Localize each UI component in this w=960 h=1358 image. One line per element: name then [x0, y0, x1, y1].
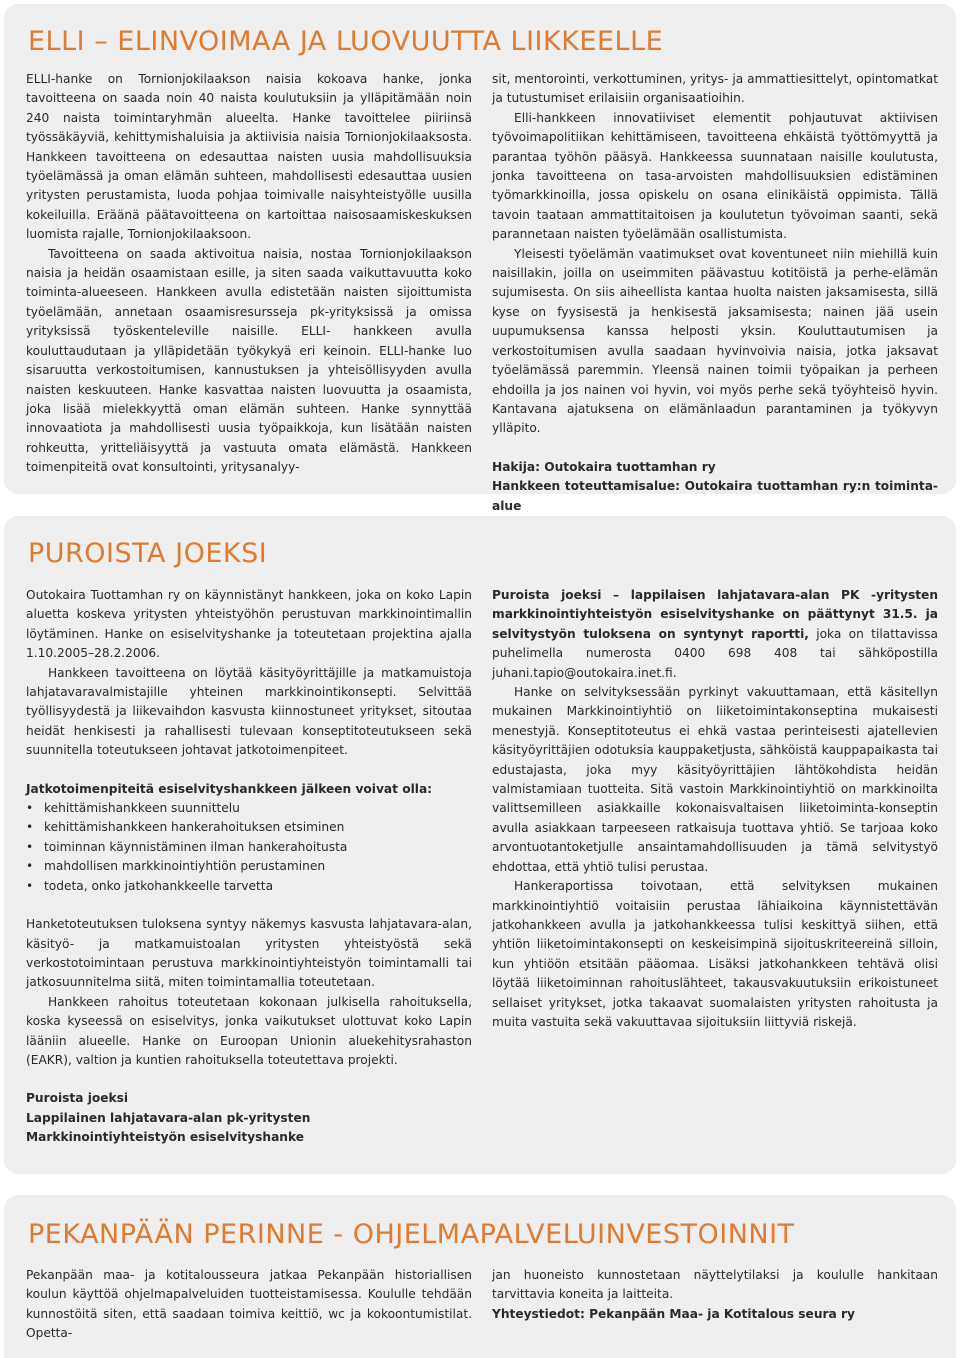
paragraph: Hankkeen tavoitteena on löytää käsityöyrittäjille ja matkamuistoja lahjatavaravalmistajille yhteinen markkinointikonsepti. Selvittää työllisyydestä ja liikevaihdon kasvusta kiinnostuneet yritykset, sitoutaa heidät henkisesti ja rahallisesti tulevaan konseptitoteutukseen sekä suunnitella toteutukseen johtavat jatkotoimenpiteet.	[26, 665, 472, 758]
list-item: • kehittämishankkeen hankerahoituksen etsiminen	[26, 818, 472, 837]
bold-lead: Puroista joeksi – lappilaisen lahjatavara-alan PK -yritysten markkinointiyhteistyön esiselvityshanke on päättynyt 31.5. ja selvitystyön tuloksena on syntynyt raportti,	[492, 588, 938, 641]
article-title: ELLI – ELINVOIMAA JA LUOVUUTTA LIIKKEELLE	[28, 26, 664, 57]
list-item: • kehittämishankkeen suunnittelu	[26, 799, 472, 818]
area-line: Hankkeen toteuttamisalue: Outokaira tuottamhan ry:n toiminta-alue	[492, 479, 938, 513]
article-right-column	[492, 1266, 938, 1324]
paragraph: Elli-hankkeen innovatiiviset elementit pohjautuvat aktiivisen työvoimapolitiikan kehittämiseen, tavoitteena ehkäistä työttömyyttä ja parantaa työhön pääsyä. Hankkeessa suunnataan naisille koulutusta, jonka tavoitteena on tasa-arvoisten mahdollisuuksien edistäminen työmarkkinoilla, jossa opiskelu on osana elinikäistä oppimista. Tällä tavoin taataan ammattitaitoisen ja koulutetun työvoiman saanti, sekä parannetaan naisten työelämään osallistumista.	[492, 110, 938, 242]
paragraph: sit, mentorointi, verkottuminen, yritys- ja ammattiesittelyt, opintomatkat ja tutustumiset erilaisiin organisaatioihin.	[492, 72, 938, 106]
article-elli	[4, 4, 956, 513]
paragraph: Outokaira Tuottamhan ry on käynnistänyt hankkeen, joka on koko Lapin aluetta koskeva yritysten yhteistyöhön perustuvan markkinointimallin löytäminen. Hanke on esiselvityshanke ja toteutetaan projektina ajalla 1.10.2005–28.2.2006.	[26, 588, 472, 661]
list-item: • todeta, onko jatkohankkeelle tarvetta	[26, 877, 472, 896]
list-item: • mahdollisen markkinointiyhtiön perustaminen	[26, 857, 472, 876]
paragraph: ELLI-hanke on Tornionjokilaakson naisia kokoava hanke, jonka tavoitteena on saada noin 40 naista koulutuksiin ja ylläpitämään noin 240 naista toimintaryhmän alueelta. Hanke tavoittelee piiriinsä työssäkäyviä, kehittymishaluisia ja aktiivisia naisia Tornionjokilaaksosta. Hankkeen tavoitteena on edesauttaa naisten uusia mahdollisuuksia työelämässä ja oman elämän suhteen, mahdollisesti edesauttaa uusien yritysten perustamista, luoda pohjaa toimivalle naisyhteistyölle uusilla kokeiluilla. Eräänä päätavoitteena on kartoittaa naisosaamiskeskuksen luomista rajalle, Tornionjokilaaksoon.	[26, 72, 472, 242]
contact-line: Yhteystiedot: Pekanpään Maa- ja Kotitalous seura ry	[492, 1306, 855, 1321]
paragraph	[492, 586, 938, 683]
paragraph: Yleisesti työelämän vaatimukset ovat koventuneet niin miehillä kuin naisillakin, joilla on useimmiten päävastuu kotitöistä ja perhe-elämän sujumisesta. On siis aiheellista kantaa huolta naisten jaksamisesta, sillä kyse on fyysisestä ja henkisestä jaksamisesta; nainen jää usein uupumuksensa kanssa helposti yksin. Kouluttautumisen ja verkostoitumisen avulla saadaan hyvinvoivia naisia, jotka jaksavat työelämässä paremmin. Yleensä nainen toimii työpaikan ja perheen ehdoilla ja jos nainen voi hyvin, voi myös perhe sekä työyhteisö hyvin. Kantavana ajatuksena on elämänlaadun parantaminen ja työkyvyn ylläpito.	[492, 246, 938, 436]
paragraph: Hanke on selvityksessään pyrkinyt vakuuttamaan, että käsitellyn mukainen Markkinointiyhtiö on liiketoimintakonseptina mukaisesti menestyjä. Konseptitoteutus ei ehkä vastaa perinteisesti ajatellevien käsityöyrittäjien odotuksia kauppaketjusta, sähköistä kauppapaikasta tai edustajasta, joka myy käsityöyrittäjien lähtökohdista heidän valmistamiaan tuotteita. Sitä vastoin Markkinointiyhtiö on markkinoilta valittsemilleen asiakkaille kokonaisvaltaisen liiketoiminta-konseptin avulla asiakkaan tarpeeseen ratkaisuja tuottava yhtiö. Se tarjoaa koko arvontuotantoketjulle ansaintamahdollisuuden ja tämä selvitystyö ehdottaa, että yhtiö tulisi perustaa.	[492, 685, 938, 874]
article-puroista	[4, 516, 956, 1174]
paragraph: Tavoitteena on saada aktivoitua naisia, nostaa Tornionjokilaakson naisia ja heidän osaamistaan esille, ja siten saada vaikuttavuutta koko toiminta-alueeseen. Hankkeen avulla edistetään naisten sijoittumista työelämään, annetaan osaamisresursseja pk-yrityksissä ja omissa yrityksissä työskenteleville naisille. ELLI- hankkeen avulla kouluttaudutaan ja ylläpidetään työkykyä eri keinoin. ELLI-hanke luo sisaruutta verkostoitumisen, kannustuksen ja yhteisöllisyyden avulla naisten keskuuteen. Hanke kasvattaa naisten luovuutta ja osaamista, joka lisää mielekkyyttä oman elämän suhteen. Hanke synnyttää innovaatiota ja mahdollisesti uusia työpaikkoja, kun lisätään naisten rohkeutta, yritteliäisyyttä ja vastuuta omata elämästä. Hankkeen toimenpiteitä ovat konsultointi, yritysanalyy-	[26, 246, 472, 475]
paragraph: jan huoneisto kunnostetaan näyttelytilaksi ja koululle hankitaan tarvittavia koneita ja laitteita.	[492, 1268, 938, 1302]
footer-line: Markkinointiyhteistyön esiselvityshanke	[26, 1130, 305, 1145]
article-right-column	[492, 586, 938, 1032]
footer-line: Puroista joeksi	[26, 1091, 129, 1106]
paragraph: Pekanpään maa- ja kotitalousseura jatkaa Pekanpään historiallisen koulun käyttöä ohjelmapalveluiden tuotteistamisessa. Koululle tehdään kunnostöitä siten, että saadaan toimiva keittiö, wc ja kokoontumistilat. Opetta-	[26, 1268, 472, 1341]
list-item: • toiminnan käynnistäminen ilman hankerahoitusta	[26, 838, 472, 857]
article-title: PEKANPÄÄN PERINNE - OHJELMAPALVELUINVESTOINNIT	[28, 1219, 795, 1250]
article-pekanpaa	[4, 1195, 956, 1358]
article-title: PUROISTA JOEKSI	[28, 538, 268, 569]
article-left-column	[26, 1266, 472, 1344]
paragraph: Hanketoteutuksen tuloksena syntyy näkemys kasvusta lahjatavara-alan, käsityö- ja matkamuistoalan yritysten yhteistyöstä sekä verkostotoimintaan perustuva markkinointiyhteistyön toimintamalli tai jatkosuunnitelma siitä, miten toimintamallia toteutetaan.	[26, 917, 472, 990]
article-right-column	[492, 70, 938, 516]
bullet-list	[26, 799, 472, 896]
applicant-line: Hakija: Outokaira tuottamhan ry	[492, 459, 716, 474]
list-heading: Jatkotoimenpiteitä esiselvityshankkeen jälkeen voivat olla:	[26, 781, 433, 796]
footer-line: Lappilainen lahjatavara-alan pk-yritysten	[26, 1110, 311, 1125]
lead-rest: joka on tilattavissa puhelimella numerosta 0400 698 408 tai sähköpostilla juhani.tapio@outokaira.inet.fi.	[492, 626, 938, 680]
paragraph: Hankeraportissa toivotaan, että selvityksen mukainen markkinointiyhtiö voitaisiin perustaa lähiaikoina käynnistettävän jatkohankkeen avulla ja jatkohankkeessa tulisi keskittyä siihen, että yhtiön liiketoimintakonsepti on keskeisimpinä sijoituskriteereinä silloin, kun yhtiöön etsitään pääomaa. Lisäksi jatkohankkeen tehtävä olisi löytää liiketoiminnan rahoituslähteet, takausvakuutuksiin erikoistuneet sellaiset yritykset, jotka takaavat suomalaisten yritysten rahoitusta ja muita vastuita sekä vakuuttavaa sijoituksiin liittyviä riskejä.	[492, 879, 938, 1029]
article-left-column	[26, 586, 472, 1148]
paragraph: Hankkeen rahoitus toteutetaan kokonaan julkisella rahoituksella, koska kyseessä on esiselvitys, jonka vaikutukset ulottuvat koko Lapin lääniin alueelle. Hanke on Euroopan Unionin aluekehitysrahaston (EAKR), valtion ja kuntien rahoituksella toteutettava projekti.	[26, 994, 472, 1067]
article-left-column	[26, 70, 472, 478]
